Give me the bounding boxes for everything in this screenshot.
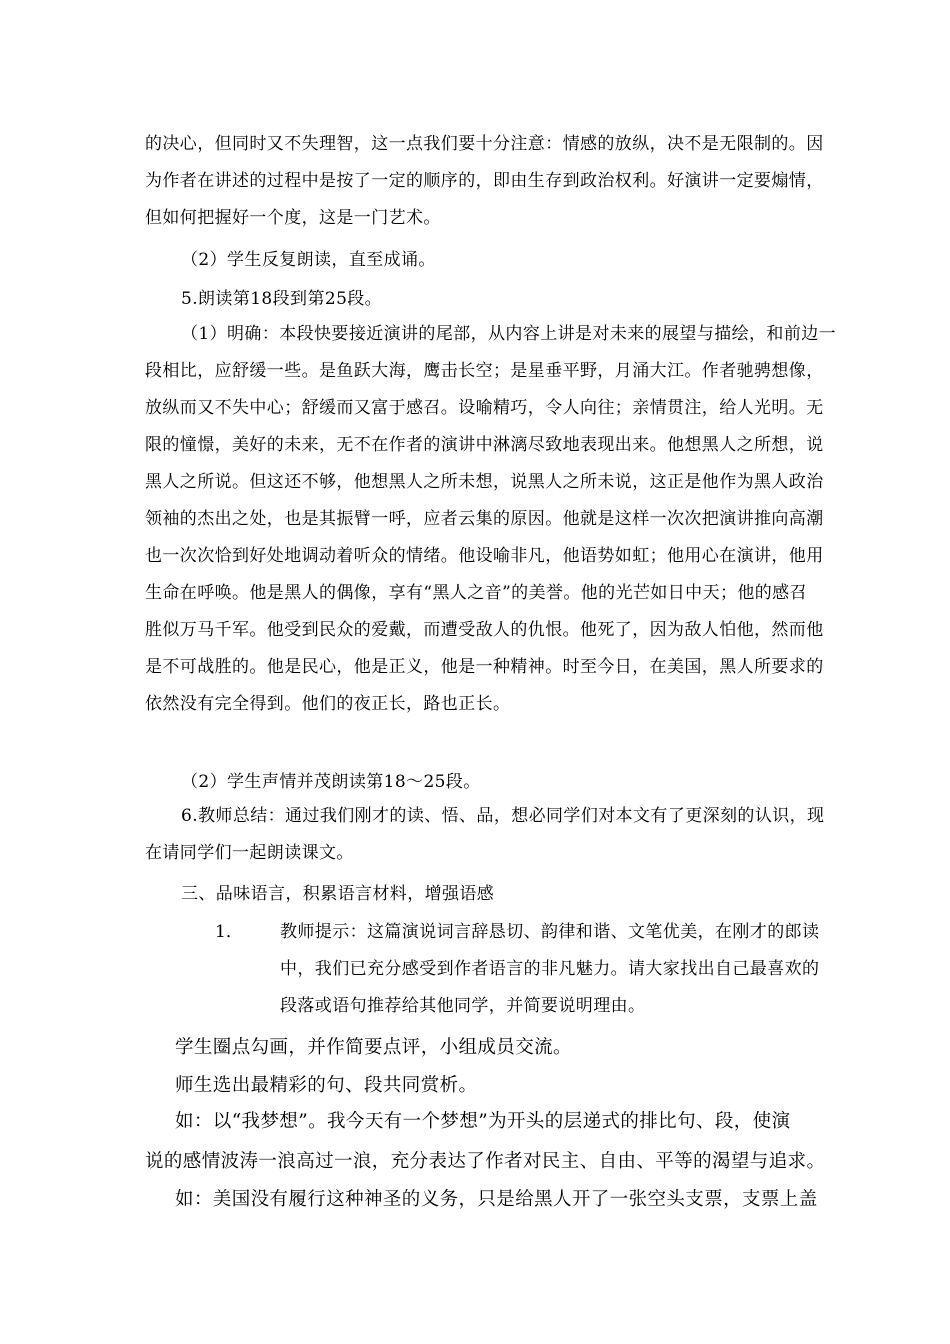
- text-line: 学生圈点勾画，并作简要点评，小组成员交流。: [175, 1037, 572, 1058]
- text-line: 如：美国没有履行这种神圣的义务，只是给黑人开了一张空头支票，支票上盖: [175, 1189, 818, 1210]
- paragraph-5: [145, 764, 810, 801]
- text-line: 师生选出最精彩的句、段共同赏析。: [175, 1075, 478, 1096]
- text-line: 胜似万马千军。他受到民众的爱戴，而遭受敌人的仇恨。他死了，因为敌人怕他，然而他: [145, 620, 824, 640]
- list-number: 1．: [215, 922, 243, 942]
- paragraph-2: [145, 242, 810, 279]
- paragraph-3: [145, 281, 810, 318]
- text-line: 说的感情波涛一浪高过一浪，充分表达了作者对民主、自由、平等的渴望与追求。: [145, 1151, 826, 1172]
- text-line: 是不可战胜的。他是民心，他是正义，他是一种精神。时至今日，在美国，黑人所要求的: [145, 657, 824, 677]
- text-line: 的决心，但同时又不失理智，这一点我们要十分注意：情感的放纵，决不是无限制的。因: [145, 134, 824, 154]
- text-line: 也一次次恰到好处地调动着听众的情绪。他设喻非凡，他语势如虹；他用心在演讲，他用: [145, 546, 824, 566]
- text-line: 为作者在讲述的过程中是按了一定的顺序的，即由生存到政治权利。好演讲一定要煽情，: [145, 171, 824, 191]
- text-line: 5.朗读第18段到第25段。: [181, 289, 383, 309]
- paragraph-10: [145, 1102, 826, 1182]
- paragraph-8: [145, 1028, 810, 1068]
- paragraph-6: [145, 798, 825, 872]
- list-item: [280, 914, 820, 1025]
- text-line: （2）学生声情并茂朗读第18～25段。: [181, 772, 481, 792]
- text-line: 6.教师总结：通过我们刚才的读、悟、品，想必同学们对本文有了更深刻的认识，现: [181, 806, 825, 826]
- text-line: 黑人之所说。但这还不够，他想黑人之所未想，说黑人之所未说，这正是他作为黑人政治: [145, 472, 824, 492]
- text-line: 限的憧憬，美好的未来，无不在作者的演讲中淋漓尽致地表现出来。他想黑人之所想，说: [145, 435, 824, 455]
- text-line: 段相比，应舒缓一些。是鱼跃大海，鹰击长空；是星垂平野，月涌大江。作者驰骋想像，: [145, 361, 824, 381]
- text-line: 三、品味语言，积累语言材料，增强语感: [181, 884, 495, 904]
- paragraph-9: [145, 1066, 810, 1106]
- text-line: 但如何把握好一个度，这是一门艺术。: [145, 208, 441, 228]
- text-line: 段落或语句推荐给其他同学，并简要说明理由。: [280, 996, 646, 1016]
- text-line: 在请同学们一起朗读课文。: [145, 843, 354, 863]
- text-line: 领袖的杰出之处，也是其振臂一呼，应者云集的原因。他就是这样一次次把演讲推向高潮: [145, 509, 824, 529]
- text-line: （2）学生反复朗读，直至成诵。: [181, 250, 436, 270]
- section-heading: [145, 876, 810, 913]
- paragraph-4: [145, 316, 837, 723]
- text-line: 放纵而又不失中心；舒缓而又富于感召。设喻精巧，令人向往；亲情贯注，给人光明。无: [145, 398, 824, 418]
- text-line: 教师提示：这篇演说词言辞恳切、韵律和谐、文笔优美，在刚才的郎读: [280, 922, 820, 942]
- text-line: 中，我们已充分感受到作者语言的非凡魅力。请大家找出自己最喜欢的: [280, 959, 820, 979]
- text-line: 生命在呼唤。他是黑人的偶像，享有“黑人之音”的美誉。他的光芒如日中天；他的感召: [145, 583, 807, 603]
- text-line: 依然没有完全得到。他们的夜正长，路也正长。: [145, 694, 511, 714]
- text-line: 如：以“我梦想”。我今天有一个梦想”为开头的层递式的排比句、段，使演: [175, 1111, 791, 1132]
- paragraph-11: [145, 1180, 818, 1220]
- text-line: （1）明确：本段快要接近演讲的尾部，从内容上讲是对未来的展望与描绘，和前边一: [181, 324, 837, 344]
- paragraph-1: [145, 126, 824, 237]
